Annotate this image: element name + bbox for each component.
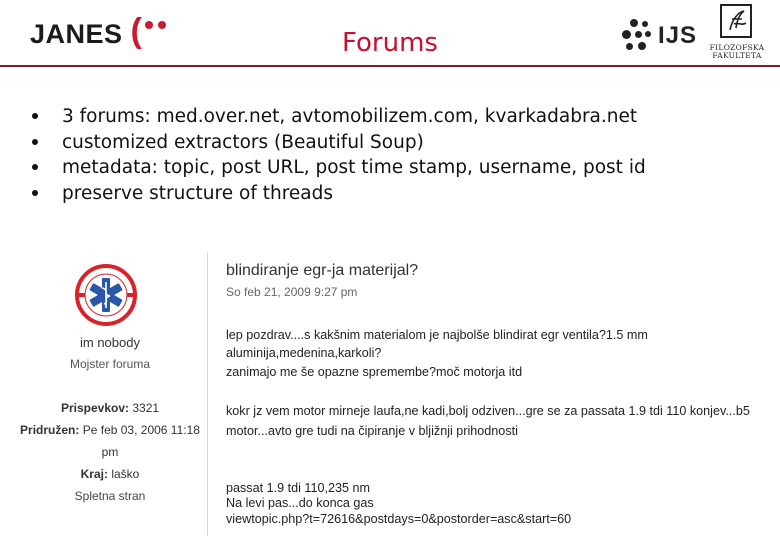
post-body-line: lep pozdrav....s kakšnim materialom je najbolše blindirat egr ventila?1.5 mm (226, 328, 648, 342)
bullet-icon (32, 139, 38, 145)
post-body-line: aluminija,medenina,karkoli? (226, 346, 382, 360)
user-joined (12, 423, 208, 437)
profile-divider (207, 252, 208, 536)
janes-logo-text: JANES (30, 18, 123, 49)
posts-label: Prispevkov: (60, 401, 129, 415)
post-timestamp: So feb 21, 2009 9:27 pm (226, 285, 358, 299)
user-profile-panel (12, 250, 208, 540)
ijs-logo (622, 18, 697, 54)
joined-label: Pridružen: (20, 423, 80, 437)
bullet-list (30, 104, 646, 206)
user-joined-cont: pm (101, 445, 119, 459)
bullet-text: metadata: topic, post URL, post time stamp, username, post id (62, 157, 646, 178)
user-rank: Mojster foruma (69, 357, 151, 371)
slide-header (0, 0, 780, 66)
faculty-logo-line: FAKULTETA (712, 51, 762, 60)
signature-link[interactable]: viewtopic.php?t=72616&postdays=0&postorder=asc&start=60 (226, 512, 572, 526)
bullet-item (30, 155, 646, 181)
faculty-emblem-icon (720, 4, 752, 38)
forum-post-screenshot (12, 250, 780, 540)
post-title[interactable]: blindiranje egr-ja materijal? (226, 262, 419, 279)
post-body-line: motor...avto gre tudi na čipiranje v bljižnji prihodnosti (226, 424, 518, 438)
faculty-logo-line: FILOZOFSKA (709, 43, 765, 52)
bullet-icon (32, 113, 38, 119)
bullet-text: preserve structure of threads (62, 182, 333, 204)
bullet-text: 3 forums: med.over.net, avtomobilizem.com, kvarkadabra.net (62, 106, 638, 127)
bullet-icon (32, 164, 38, 170)
joined-value: Pe feb 03, 2006 11:18 (82, 423, 200, 437)
location-value: laško (111, 467, 140, 481)
bullet-item (30, 130, 646, 156)
post-body-line: kokr jz vem motor mirneje laufa,ne kadi,bolj odziven...gre se za passata 1.9 tdi 110 konjev...b5 (226, 404, 750, 418)
bullet-item (30, 104, 646, 130)
ijs-logo-text: IJS (658, 22, 698, 49)
bullet-item (30, 181, 646, 207)
bullet-text: customized extractors (Beautiful Soup) (62, 131, 424, 153)
user-website-link[interactable]: Spletna stran (74, 489, 146, 503)
slide-title: Forums (342, 28, 438, 58)
bullet-icon (32, 190, 38, 196)
user-posts-count (12, 401, 208, 415)
header-divider (0, 65, 780, 67)
posts-value: 3321 (132, 401, 160, 415)
post-username[interactable]: im nobody (80, 335, 140, 350)
faculty-logo (708, 4, 766, 62)
post-body-line: zanimajo me še opazne spremembe?moč motorja itd (226, 365, 523, 379)
ijs-dots-icon (622, 19, 652, 53)
signature-line: passat 1.9 tdi 110,235 nm (226, 481, 370, 495)
signature-line: Na levi pas...do konca gas (226, 496, 374, 510)
medical-emblem-icon (75, 264, 137, 326)
location-label: Kraj: (80, 467, 108, 481)
janes-mark-icon: ( (129, 17, 169, 51)
user-location (12, 467, 208, 481)
